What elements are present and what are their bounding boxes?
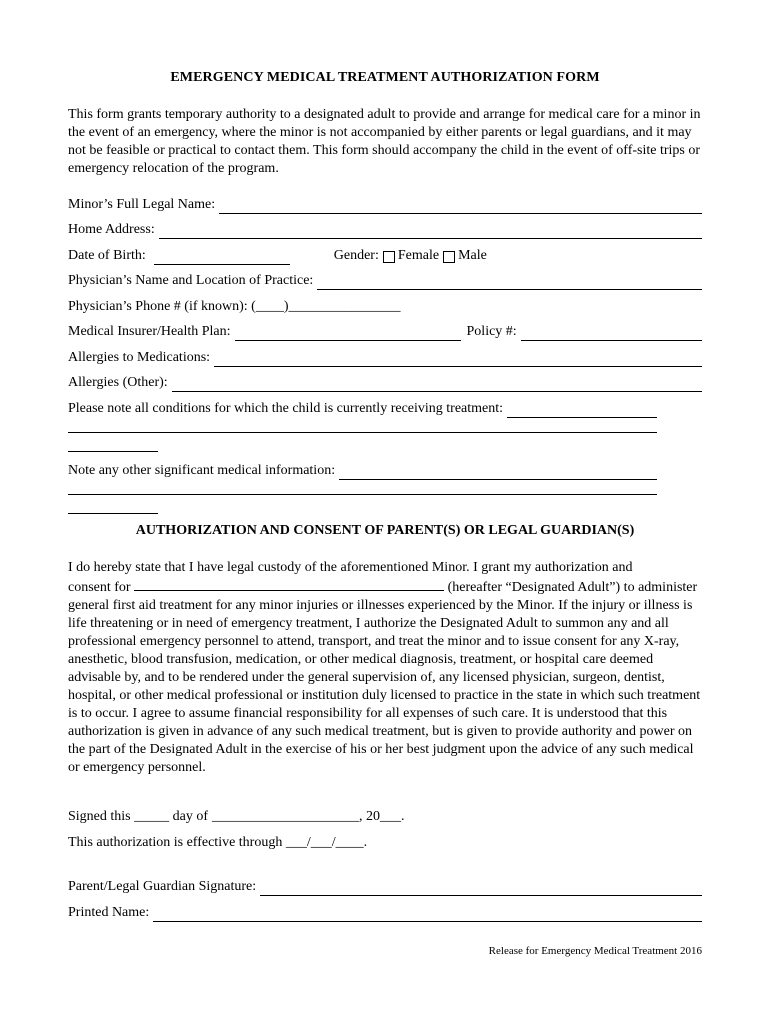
allergies-meds-row (68, 349, 702, 367)
gender-label: Gender: (333, 248, 379, 263)
minor-name-label: Minor’s Full Legal Name: (68, 197, 216, 212)
physician-row (68, 272, 702, 290)
consent-line-1: I do hereby state that I have legal custody of the aforementioned Minor. I grant my authorization and (68, 560, 633, 575)
dob-gender-row (68, 247, 702, 265)
allergies-meds-field[interactable] (214, 352, 702, 367)
female-label: Female (397, 248, 440, 263)
policy-label: Policy #: (466, 324, 517, 339)
dob-label: Date of Birth: (68, 248, 146, 263)
signed-this-label[interactable]: Signed this _____ day of (68, 809, 208, 824)
other-info-line-3[interactable] (68, 513, 158, 514)
insurer-row (68, 323, 702, 341)
consent-body: administer general first aid treatment for any minor injuries or illnesses experienced by the Minor. If the injury or illness is life threatening or in need of emergency treatment, I authorize the Designated Adult to summon any and all professional emergency personnel to attend, transport, and treat the minor and to issue consent for any X-ray, anesthetic, blood transfusion, medication, or other medical diagnosis, treatment, or hospital care deemed advisable by, and to be rendered under the general supervision of, any licensed physician, surgeon, dentist, hospital, or other medical professional or institution duly licensed to practice in the state in which such treatment is to occur. I agree to assume financial responsibility for all expenses of such care. It is understood that this authorization is given in advance of any such medical treatment, but is given to provide authority and power on the part of the Designated Adult in the exercise of his or her best judgment upon the advice of any such medical or emergency personnel. (68, 580, 701, 775)
physician-field[interactable] (317, 275, 702, 290)
intro-paragraph: This form grants temporary authority to a designated adult to provide and arrange for medical care for a minor in the event of an emergency, where the minor is not accompanied by either parents or legal guardians, and it may not be feasible or practical to contact them. This form should accompany the child in the event of off-site trips or emergency relocation of the program. (68, 107, 701, 176)
conditions-row (68, 400, 657, 418)
effective-row (68, 834, 468, 852)
male-checkbox[interactable] (443, 251, 455, 263)
allergies-other-row (68, 374, 702, 392)
printed-name-label: Printed Name: (68, 905, 150, 920)
conditions-line-3[interactable] (68, 451, 158, 452)
allergies-meds-label: Allergies to Medications: (68, 350, 211, 365)
other-info-line-2[interactable] (68, 494, 657, 495)
conditions-field[interactable] (507, 403, 657, 418)
printed-name-row (68, 904, 702, 922)
home-address-label: Home Address: (68, 222, 155, 237)
footer-text: Release for Emergency Medical Treatment 2016 (488, 945, 702, 957)
consent-for-label: consent for (68, 580, 131, 595)
form-title: EMERGENCY MEDICAL TREATMENT AUTHORIZATION FORM (170, 70, 600, 85)
signed-date-field[interactable]: _____________________, 20___. (212, 809, 405, 824)
policy-field[interactable] (521, 326, 702, 341)
signature-label: Parent/Legal Guardian Signature: (68, 879, 257, 894)
physician-phone-field[interactable]: Physician’s Phone # (if known): (____)________________ (68, 299, 401, 314)
other-info-field[interactable] (339, 465, 657, 480)
consent-paragraph (68, 559, 704, 777)
insurer-label: Medical Insurer/Health Plan: (68, 324, 231, 339)
female-checkbox[interactable] (383, 251, 395, 263)
male-label: Male (458, 248, 487, 263)
home-address-row (68, 221, 702, 239)
other-info-row (68, 462, 657, 480)
insurer-field[interactable] (235, 326, 461, 341)
signature-field[interactable] (260, 881, 702, 896)
physician-label: Physician’s Name and Location of Practice: (68, 273, 314, 288)
conditions-label: Please note all conditions for which the child is currently receiving treatment: (68, 401, 504, 416)
allergies-other-field[interactable] (172, 377, 702, 392)
minor-name-row (68, 196, 702, 214)
minor-name-field[interactable] (219, 199, 702, 214)
effective-through-field[interactable]: This authorization is effective through ___/___/____. (68, 835, 368, 850)
printed-name-field[interactable] (153, 907, 702, 922)
signature-row (68, 878, 702, 896)
signed-row (68, 808, 468, 826)
designated-adult-field[interactable] (134, 577, 444, 591)
physician-phone-row (68, 298, 702, 316)
home-address-field[interactable] (159, 224, 702, 239)
allergies-other-label: Allergies (Other): (68, 375, 168, 390)
conditions-line-2[interactable] (68, 432, 657, 433)
consent-heading: AUTHORIZATION AND CONSENT OF PARENT(S) OR LEGAL GUARDIAN(S) (135, 523, 635, 538)
hereafter-text: (hereafter “Designated Adult”) to (447, 580, 635, 595)
other-info-label: Note any other significant medical information: (68, 463, 336, 478)
dob-field[interactable] (154, 250, 290, 265)
